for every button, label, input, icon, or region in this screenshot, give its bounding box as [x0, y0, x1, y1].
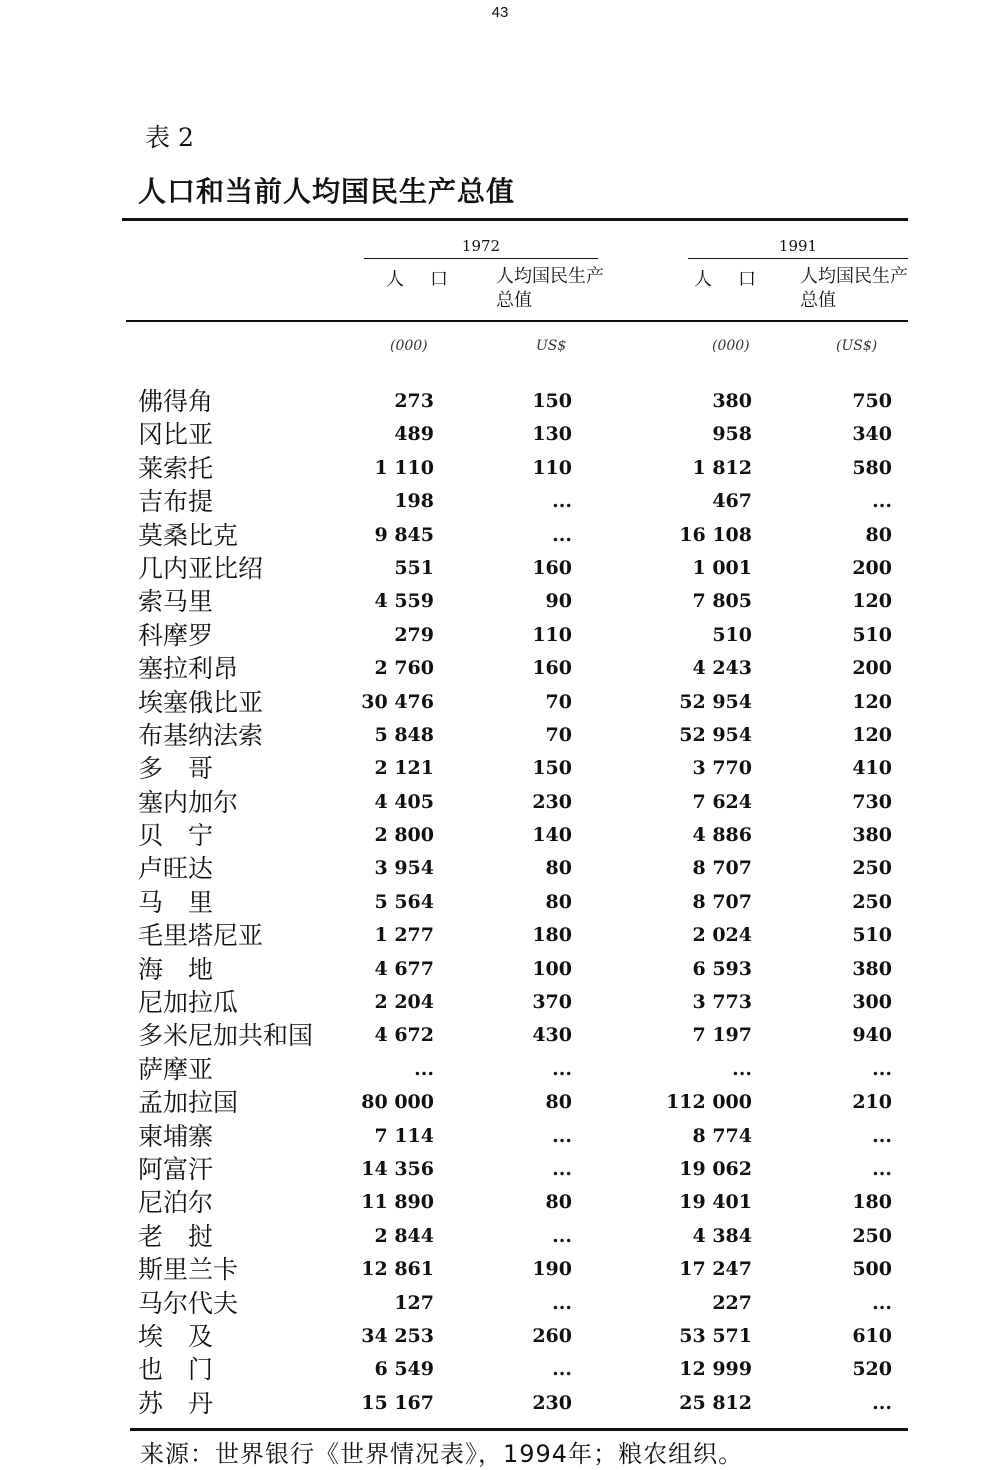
table-title: 人口和当前人均国民生产总值 [138, 175, 516, 208]
unit-gnp-1972: US$ [536, 338, 567, 354]
population-1991-cell: 3 773 [692, 991, 752, 1014]
gnp-1972-cell: 80 [545, 1091, 572, 1114]
gnp-1972-cell: 230 [532, 1391, 572, 1414]
population-1972-cell: 127 [394, 1291, 434, 1314]
gnp-1991-cell: 200 [852, 657, 892, 680]
population-1972-cell: ... [414, 1057, 434, 1080]
country-cell: 科摩罗 [138, 620, 214, 650]
gnp-1991-cell: 580 [852, 456, 892, 479]
country-cell: 老 挝 [138, 1221, 214, 1251]
table-row [0, 519, 1000, 552]
population-1991-cell: 510 [712, 623, 752, 646]
gnp-1972-cell: 140 [532, 824, 572, 847]
population-1991-cell: 8 707 [692, 857, 752, 880]
gnp-1972-cell: 150 [532, 757, 572, 780]
table-row [0, 1287, 1000, 1320]
population-1991-cell: 7 805 [692, 590, 752, 613]
population-1991-cell: 6 593 [692, 957, 752, 980]
table-row [0, 585, 1000, 618]
table-row [0, 819, 1000, 852]
gnp-1991-cell: 410 [852, 757, 892, 780]
gnp-1972-cell: ... [552, 523, 572, 546]
population-1991-cell: 52 954 [679, 690, 752, 713]
country-cell: 多 哥 [138, 754, 214, 784]
population-1972-cell: 2 121 [374, 757, 434, 780]
population-1991-cell: 4 384 [692, 1224, 752, 1247]
population-1972-cell: 15 167 [361, 1391, 434, 1414]
population-1972-cell: 14 356 [361, 1157, 434, 1180]
gnp-1972-cell: 110 [532, 456, 572, 479]
gnp-1991-cell: 500 [852, 1258, 892, 1281]
table-row [0, 1120, 1000, 1153]
gnp-1991-cell: ... [872, 1057, 892, 1080]
population-1972-cell: 7 114 [374, 1124, 434, 1147]
gnp-1991-cell: ... [872, 1157, 892, 1180]
population-1991-cell: 380 [712, 390, 752, 412]
country-cell: 布基纳法索 [138, 720, 264, 750]
population-1972-cell: 198 [394, 490, 434, 513]
population-header-1972: 人口 [386, 269, 474, 290]
country-cell: 索马里 [138, 587, 214, 617]
gnp-1972-cell: ... [552, 1291, 572, 1314]
population-1991-cell: 1 812 [692, 456, 752, 479]
table-row [0, 786, 1000, 819]
gnp-1972-cell: 110 [532, 623, 572, 646]
country-cell: 尼泊尔 [138, 1188, 214, 1218]
gnp-1972-cell: 190 [532, 1258, 572, 1281]
country-cell: 几内亚比绍 [138, 553, 264, 583]
table-row [0, 1053, 1000, 1086]
gnp-1991-cell: 730 [852, 790, 892, 813]
population-1991-cell: 7 197 [692, 1024, 752, 1047]
gnp-1991-cell: 380 [852, 824, 892, 847]
gnp-1991-cell: 120 [852, 590, 892, 613]
gnp-1991-cell: 250 [852, 1224, 892, 1247]
gnp-1972-cell: 150 [532, 390, 572, 412]
gnp-1991-cell: 210 [852, 1091, 892, 1114]
population-1991-cell: 17 247 [679, 1258, 752, 1281]
table-row [0, 418, 1000, 451]
country-cell: 莫桑比克 [138, 520, 239, 550]
country-cell: 马尔代夫 [138, 1288, 239, 1318]
gnp-1972-cell: 70 [545, 723, 572, 746]
population-1972-cell: 80 000 [361, 1091, 434, 1114]
country-cell: 也 门 [138, 1355, 214, 1385]
country-cell: 埃塞俄比亚 [138, 687, 264, 717]
gnp-1991-cell: ... [872, 1391, 892, 1414]
population-1991-cell: 112 000 [666, 1091, 752, 1114]
gnp-1972-cell: 80 [545, 890, 572, 913]
population-1972-cell: 9 845 [374, 523, 434, 546]
year-1972-heading: 1972 [461, 237, 501, 255]
gnp-1991-cell: 940 [852, 1024, 892, 1047]
gnp-1972-cell: 430 [532, 1024, 572, 1047]
population-1972-cell: 5 848 [374, 723, 434, 746]
population-1991-cell: 52 954 [679, 723, 752, 746]
country-cell: 贝 宁 [138, 821, 214, 851]
table-row [0, 986, 1000, 1019]
gnp-1991-cell: 300 [852, 991, 892, 1014]
year-1972-rule [364, 258, 598, 259]
population-1991-cell: 227 [712, 1291, 752, 1314]
country-cell: 苏 丹 [138, 1388, 214, 1418]
population-1991-cell: 19 062 [679, 1157, 752, 1180]
table-row [0, 886, 1000, 919]
country-cell: 吉布提 [138, 487, 214, 517]
gnp-1991-cell: 250 [852, 857, 892, 880]
country-cell: 孟加拉国 [138, 1088, 239, 1118]
gnp-header-1991: 人均国民生产总值 [800, 266, 908, 311]
country-cell: 多米尼加共和国 [138, 1021, 314, 1051]
country-cell: 毛里塔尼亚 [138, 921, 264, 951]
country-cell: 柬埔寨 [138, 1121, 214, 1151]
header-rule [126, 320, 908, 322]
top-rule [122, 218, 908, 221]
population-header-1991: 人口 [694, 269, 782, 290]
table-row [0, 552, 1000, 585]
population-1972-cell: 489 [394, 423, 434, 446]
country-cell: 萨摩亚 [138, 1054, 214, 1084]
gnp-1972-cell: 260 [532, 1324, 572, 1347]
gnp-1991-cell: 200 [852, 556, 892, 579]
table-row [0, 1153, 1000, 1186]
unit-gnp-1991: (US$) [836, 338, 878, 354]
country-cell: 卢旺达 [138, 854, 214, 884]
table-row [0, 919, 1000, 952]
table-row [0, 1186, 1000, 1219]
gnp-1972-cell: ... [552, 1057, 572, 1080]
population-1991-cell: 4 243 [692, 657, 752, 680]
country-cell: 塞内加尔 [138, 787, 239, 817]
population-1972-cell: 6 549 [374, 1358, 434, 1381]
population-1972-cell: 1 110 [374, 456, 434, 479]
table-row [0, 452, 1000, 485]
table-row [0, 485, 1000, 518]
population-1991-cell: 4 886 [692, 824, 752, 847]
table-row [0, 719, 1000, 752]
table-row [0, 752, 1000, 785]
country-cell: 莱索托 [138, 453, 214, 483]
table-row [0, 1253, 1000, 1286]
page-number: 43 [491, 4, 509, 21]
source-note: 来源：世界银行《世界情况表》，1994年；粮农组织。 [140, 1440, 744, 1468]
year-1991-heading: 1991 [778, 237, 818, 255]
gnp-1972-cell: 130 [532, 423, 572, 446]
population-1991-cell: 8 774 [692, 1124, 752, 1147]
population-1991-cell: 19 401 [679, 1191, 752, 1214]
country-cell: 马 里 [138, 887, 214, 917]
population-1972-cell: 12 861 [361, 1258, 434, 1281]
country-cell: 斯里兰卡 [138, 1255, 239, 1285]
population-1991-cell: 25 812 [679, 1391, 752, 1414]
country-cell: 佛得角 [138, 387, 214, 416]
population-1972-cell: 4 559 [374, 590, 434, 613]
population-1972-cell: 2 844 [374, 1224, 434, 1247]
population-1991-cell: 53 571 [679, 1324, 752, 1347]
population-1972-cell: 279 [394, 623, 434, 646]
population-1991-cell: 8 707 [692, 890, 752, 913]
table-row [0, 953, 1000, 986]
population-1991-cell: 3 770 [692, 757, 752, 780]
unit-pop-1991: (000) [712, 338, 750, 354]
population-1991-cell: 1 001 [692, 556, 752, 579]
gnp-1991-cell: 120 [852, 723, 892, 746]
year-1991-rule [688, 258, 908, 259]
gnp-1972-cell: ... [552, 1157, 572, 1180]
population-1972-cell: 34 253 [361, 1324, 434, 1347]
gnp-1991-cell: 80 [865, 523, 892, 546]
gnp-1972-cell: 370 [532, 991, 572, 1014]
gnp-1972-cell: 160 [532, 556, 572, 579]
table-row [0, 1353, 1000, 1386]
gnp-1991-cell: 380 [852, 957, 892, 980]
population-1972-cell: 3 954 [374, 857, 434, 880]
table-body [0, 385, 1000, 1420]
gnp-header-1972: 人均国民生产总值 [496, 266, 604, 311]
table-row [0, 652, 1000, 685]
country-cell: 海 地 [138, 954, 214, 984]
table-row [0, 1387, 1000, 1420]
gnp-1972-cell: 90 [545, 590, 572, 613]
population-1972-cell: 11 890 [361, 1191, 434, 1214]
gnp-1972-cell: 230 [532, 790, 572, 813]
population-1972-cell: 273 [394, 390, 434, 412]
table-row [0, 852, 1000, 885]
gnp-1991-cell: 520 [852, 1358, 892, 1381]
table-row [0, 686, 1000, 719]
gnp-1972-cell: 180 [532, 924, 572, 947]
population-1991-cell: 7 624 [692, 790, 752, 813]
population-1991-cell: ... [732, 1057, 752, 1080]
gnp-1972-cell: ... [552, 1358, 572, 1381]
gnp-1991-cell: ... [872, 490, 892, 513]
table-row [0, 1320, 1000, 1353]
population-1972-cell: 2 800 [374, 824, 434, 847]
population-1991-cell: 467 [712, 490, 752, 513]
gnp-1991-cell: 510 [852, 924, 892, 947]
table-row [0, 619, 1000, 652]
gnp-1991-cell: 120 [852, 690, 892, 713]
gnp-1972-cell: ... [552, 1124, 572, 1147]
population-1991-cell: 16 108 [679, 523, 752, 546]
gnp-1972-cell: 160 [532, 657, 572, 680]
population-1991-cell: 2 024 [692, 924, 752, 947]
population-1972-cell: 551 [394, 556, 434, 579]
gnp-1972-cell: ... [552, 1224, 572, 1247]
gnp-1991-cell: ... [872, 1291, 892, 1314]
gnp-1991-cell: 610 [852, 1324, 892, 1347]
gnp-1991-cell: 750 [852, 390, 892, 412]
population-1972-cell: 2 760 [374, 657, 434, 680]
population-1972-cell: 5 564 [374, 890, 434, 913]
country-cell: 塞拉利昂 [138, 654, 239, 684]
population-1972-cell: 2 204 [374, 991, 434, 1014]
gnp-1991-cell: 340 [852, 423, 892, 446]
table-label: 表 2 [145, 123, 194, 152]
country-cell: 埃 及 [138, 1321, 214, 1351]
population-1991-cell: 12 999 [679, 1358, 752, 1381]
gnp-1991-cell: ... [872, 1124, 892, 1147]
country-cell: 冈比亚 [138, 420, 214, 450]
gnp-1972-cell: ... [552, 490, 572, 513]
population-1972-cell: 30 476 [361, 690, 434, 713]
population-1972-cell: 1 277 [374, 924, 434, 947]
gnp-1972-cell: 100 [532, 957, 572, 980]
gnp-1972-cell: 70 [545, 690, 572, 713]
table-row [0, 1086, 1000, 1119]
country-cell: 阿富汗 [138, 1154, 214, 1184]
table-row [0, 1220, 1000, 1253]
gnp-1991-cell: 510 [852, 623, 892, 646]
gnp-1991-cell: 250 [852, 890, 892, 913]
gnp-1991-cell: 180 [852, 1191, 892, 1214]
population-1991-cell: 958 [712, 423, 752, 446]
population-1972-cell: 4 405 [374, 790, 434, 813]
population-1972-cell: 4 672 [374, 1024, 434, 1047]
table-row [0, 385, 1000, 418]
bottom-rule [130, 1428, 908, 1431]
gnp-1972-cell: 80 [545, 857, 572, 880]
table-row [0, 1019, 1000, 1052]
country-cell: 尼加拉瓜 [138, 988, 239, 1018]
population-1972-cell: 4 677 [374, 957, 434, 980]
unit-pop-1972: (000) [390, 338, 428, 354]
gnp-1972-cell: 80 [545, 1191, 572, 1214]
